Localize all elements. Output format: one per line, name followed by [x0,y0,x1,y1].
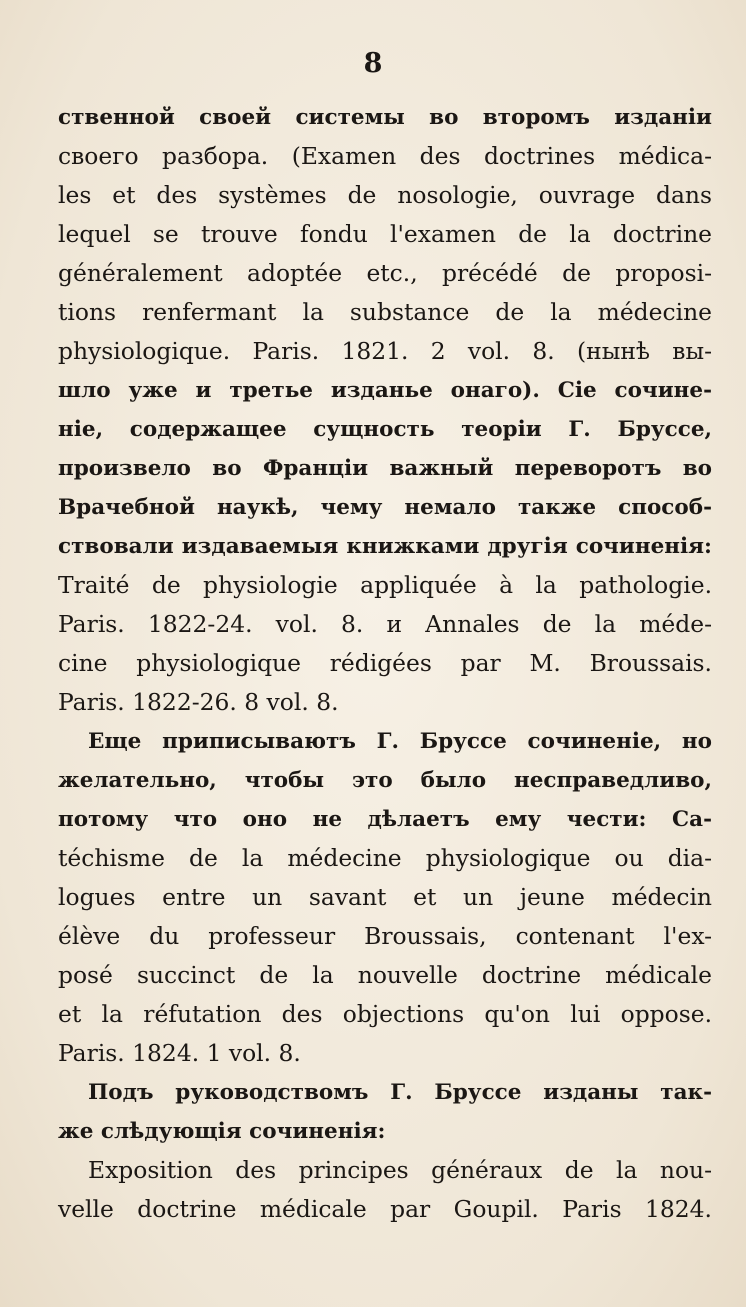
text-line: ніе, содержащее сущность теоріи Г. Бруссе, [58,417,712,442]
text-line: Подъ руководствомъ Г. Бруссе изданы так- [88,1080,712,1105]
text-line: потому что оно не дѣлаетъ ему чести: Ca- [58,807,712,832]
text-line: velle doctrine médicale par Goupil. Paris 1824. [58,1195,712,1223]
text-line: physiologique. Paris. 1821. 2 vol. 8. (нынѣ вы- [58,337,712,365]
text-line: ствовали издаваемыя книжками другія сочиненія: [58,534,712,559]
text-line: Paris. 1822-24. vol. 8. и Annales de la méde- [58,610,712,638]
page-number: 8 [363,48,383,79]
text-line: logues entre un savant et un jeune médecin [58,883,712,911]
text-line: Paris. 1824. 1 vol. 8. [58,1039,301,1067]
text-line: posé succinct de la nouvelle doctrine médicale [58,961,712,989]
text-line: Traité de physiologie appliquée à la pathologie. [58,571,712,599]
text-line: téchisme de la médecine physiologique ou dia- [58,844,712,872]
text-line: же слѣдующія сочиненія: [58,1119,386,1144]
body-text [58,98,712,1229]
text-line: généralement adoptée etc., précédé de proposi- [58,259,712,287]
text-line: желательно, чтобы это было несправедливо, [58,768,712,793]
text-line: Exposition des principes généraux de la nou- [88,1156,712,1184]
text-line: Врачебной наукѣ, чему немало также способ- [58,495,712,520]
text-line: произвело во Франціи важный переворотъ во [58,456,712,481]
text-line: et la réfutation des objections qu'on lui oppose. [58,1000,712,1028]
text-line: cine physiologique rédigées par M. Broussais. [58,649,712,677]
text-line: tions renfermant la substance de la médecine [58,298,712,326]
text-line: élève du professeur Broussais, contenant l'ex- [58,922,712,950]
text-line: шло уже и третье изданье онаго). Сіе сочине- [58,378,712,403]
text-line: Paris. 1822-26. 8 vol. 8. [58,688,339,716]
text-line: les et des systèmes de nosologie, ouvrage dans [58,181,712,209]
text-line: ственной своей системы во второмъ изданіи [58,105,712,130]
text-line: Еще приписываютъ Г. Бруссе сочиненіе, но [88,729,712,754]
text-line: своего разбора. (Examen des doctrines médica- [58,142,712,170]
text-line: lequel se trouve fondu l'examen de la doctrine [58,220,712,248]
